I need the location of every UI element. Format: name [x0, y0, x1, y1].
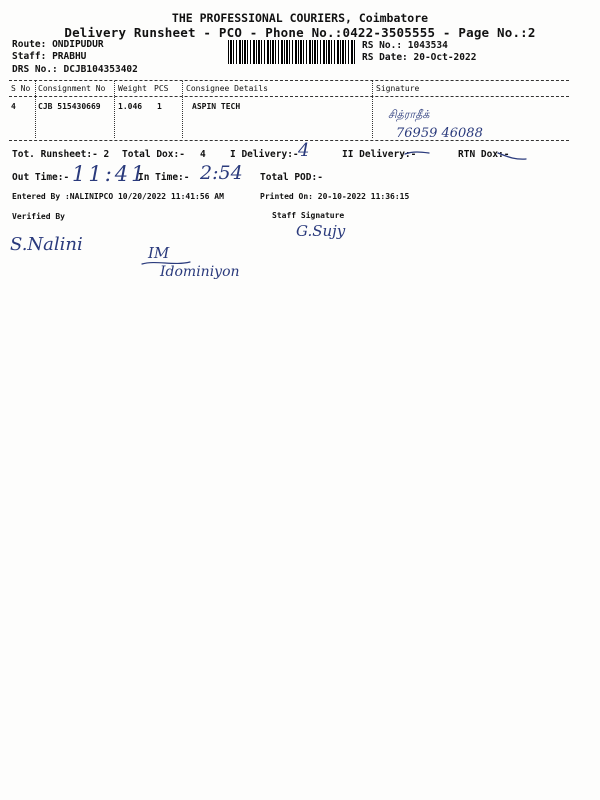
route-label: Route:: [12, 39, 47, 50]
rs-no-line: [362, 40, 448, 51]
rs-no-label: RS No.:: [362, 40, 403, 51]
ii-delivery-label: II Delivery:-: [342, 149, 417, 160]
staff-line: [12, 51, 86, 62]
out-time-label: Out Time:-: [12, 172, 70, 183]
col-divider: [114, 81, 115, 138]
row-consignee: ASPIN TECH: [192, 102, 241, 111]
staff-value: PRABHU: [52, 51, 87, 62]
staff-label: Staff:: [12, 51, 47, 62]
col-header-sno: S No: [11, 84, 31, 93]
total-dox-label: Total Dox:-: [122, 149, 185, 160]
runsheet-title: Delivery Runsheet - PCO - Phone No.:0422-3505555 - Page No.:2: [64, 25, 536, 40]
col-header-pcs: PCS: [154, 84, 169, 93]
printed-on: Printed On: 20-10-2022 11:36:15: [260, 192, 410, 201]
rs-date-value: 20-Oct-2022: [413, 52, 477, 63]
table-bottom-rule: [9, 140, 569, 141]
recipient-phone-handwritten: 76959 46088: [396, 126, 483, 141]
entered-by: Entered By :NALINIPCO 10/20/2022 11:41:56 AM: [12, 192, 224, 201]
verifier-signature: S.Nalini: [10, 234, 83, 255]
extra-note-line2: Idominiyon: [160, 264, 240, 280]
rs-no-value: 1043534: [407, 40, 448, 51]
col-divider: [35, 81, 36, 138]
row-sno: 4: [11, 102, 16, 111]
col-header-signature: Signature: [376, 84, 420, 93]
col-header-weight: Weight: [118, 84, 147, 93]
total-pod-label: Total POD:-: [260, 172, 323, 183]
row-weight: 1.046: [118, 102, 143, 111]
route-line: [12, 39, 104, 50]
drs-label: DRS No.:: [12, 64, 58, 75]
drs-value: DCJB104353402: [63, 64, 138, 75]
total-dox-value: 4: [200, 149, 206, 160]
tot-runsheet: Tot. Runsheet:- 2: [12, 149, 110, 160]
staff-signature-label: Staff Signature: [272, 211, 345, 220]
table-header-rule: [9, 96, 569, 97]
rtn-dox-label: RTN Dox:-: [458, 149, 510, 160]
verified-by-label: Verified By: [12, 212, 65, 221]
in-time-handwritten: 2:54: [200, 162, 243, 184]
rs-date-line: [362, 52, 476, 63]
rs-date-label: RS Date:: [362, 52, 408, 63]
col-header-consignee: Consignee Details: [186, 84, 268, 93]
row-consignment: CJB 515430669: [38, 102, 101, 111]
recipient-name-handwritten: சித்ராதீக்: [388, 108, 430, 121]
ii-delivery-dash-mark: [403, 148, 431, 158]
table-top-rule: [9, 80, 569, 81]
row-pcs: 1: [157, 102, 162, 111]
drs-line: [12, 64, 138, 75]
company-title: THE PROFESSIONAL COURIERS, Coimbatore: [171, 11, 429, 25]
in-time-label: In Time:-: [138, 172, 190, 183]
i-delivery-label: I Delivery:-: [230, 149, 299, 160]
extra-note-line1: IM: [148, 244, 170, 262]
route-value: ONDIPUDUR: [52, 39, 104, 50]
col-divider: [182, 81, 183, 138]
staff-signature: G.Sujy: [296, 222, 346, 240]
out-time-handwritten: 11:41: [72, 162, 148, 186]
i-delivery-handwritten: 4: [298, 140, 310, 161]
col-header-consignment: Consignment No: [38, 84, 106, 93]
rtn-dox-dash-mark: [496, 150, 528, 164]
col-divider: [372, 81, 373, 138]
barcode: [228, 40, 356, 64]
